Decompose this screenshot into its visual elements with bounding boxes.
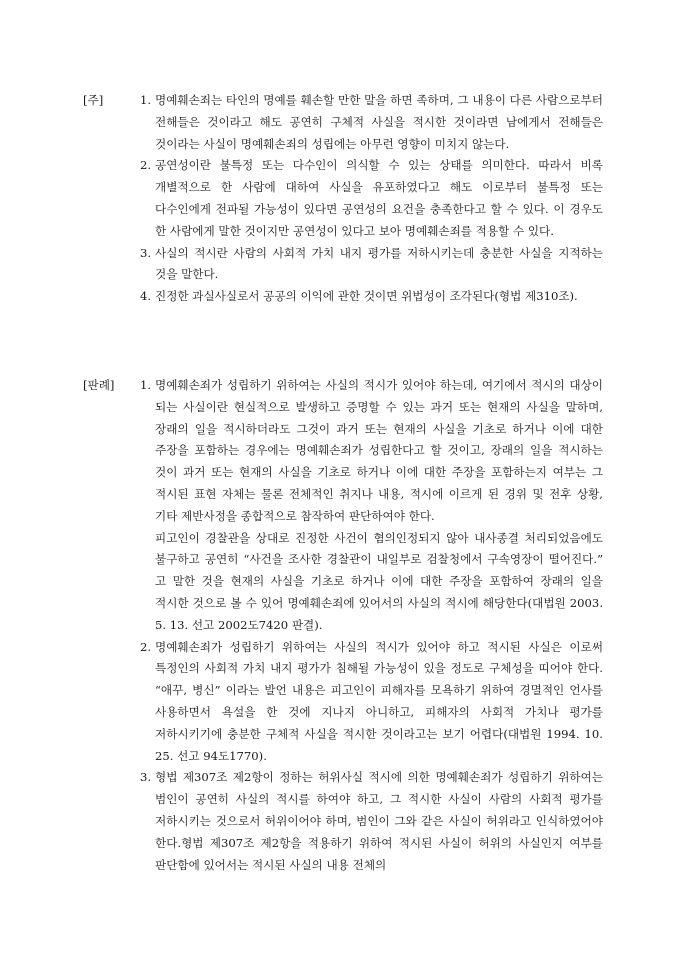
case-text <box>155 767 603 876</box>
cases-label: [판례] <box>83 378 115 392</box>
case-paragraph: 명예훼손죄가 성립하기 위하여는 사실의 적시가 있어야 하는데, 여기에서 적시의 대상이 되는 사실이란 현실적으로 발생하고 증명할 수 있는 과거 또는 현재의 사실을 말하며, 장래의 일을 적시하더라도 그것이 과거 또는 현재의 사실을 기초로 하거나 이에 대한 주장을 포함하는 경우에는 명예훼손죄가 성립한다고 할 것이고, 장래의 일을 적시하는 것이 과거 또는 현재의 사실을 기초로 하거나 이에 대한 주장을 포함하는지 여부는 그 적시된 표현 자체는 물론 전체적인 취지나 내용, 적시에 이르게 된 경위 및 전후 상황, 기타 제반사정을 종합적으로 참작하여 판단하여야 한다. <box>155 378 603 523</box>
note-text: 진정한 과실사실로서 공공의 이익에 관한 것이면 위법성이 조각된다(형법 제310조). <box>155 289 578 304</box>
notes-section <box>83 90 603 308</box>
notes-label: [주] <box>83 93 104 107</box>
case-number: 2. <box>139 639 151 654</box>
case-paragraph: 피고인이 경찰관을 상대로 진정한 사건이 혐의인정되지 않아 내사종결 처리되었음에도 불구하고 공연히 “사건을 조사한 경찰관이 내일부로 검찰청에서 구속영장이 떨어진다.” 고 말한 것을 현재의 사실을 기초로 하거나 이에 대한 주장을 포함하여 장래의 일을 적시한 것으로 볼 수 있어 명예훼손죄에 있어서의 사실의 적시에 해당한다(대법원 2003. 5. 13. 선고 2002도7420 판결). <box>155 530 603 632</box>
case-text <box>155 375 603 637</box>
note-item <box>83 155 603 242</box>
note-text: 명예훼손죄는 타인의 명예를 훼손할 만한 말을 하면 족하며, 그 내용이 다른 사람으로부터 전해들은 것이라고 해도 공연히 구체적 사실을 적시한 것이라면 남에게서 전해들은 것이라는 사실이 명예훼손죄의 성립에는 아무런 영향이 미치지 않는다. <box>155 93 603 151</box>
note-number: 4. <box>139 289 151 304</box>
note-number: 3. <box>139 245 151 260</box>
case-paragraph: 명예훼손죄가 성립하기 위하여는 사실의 적시가 있어야 하고 적시된 사실은 이로써 특정인의 사회적 가치 내지 평가가 침해될 가능성이 있을 정도로 구체성을 띠어야 한다. “애꾸, 병신” 이라는 발언 내용은 피고인이 피해자를 모욕하기 위하여 경멸적인 언사를 사용하면서 욕설을 한 것에 지나지 아니하고, 피해자의 사회적 가치나 평가를 저하시키기에 충분한 구체적 사실을 적시한 것이라고는 보기 어렵다(대법원 1994. 10. 25. 선고 94도1770). <box>155 639 603 763</box>
case-number: 3. <box>139 770 151 785</box>
case-item <box>83 637 603 768</box>
note-item <box>83 90 603 155</box>
cases-section <box>83 375 603 876</box>
note-number: 2. <box>139 158 151 173</box>
note-item <box>83 243 603 287</box>
case-item <box>83 767 603 876</box>
note-text: 사실의 적시란 사람의 사회적 가치 내지 평가를 저하시키는데 충분한 사실을 지적하는 것을 말한다. <box>155 245 603 282</box>
case-number: 1. <box>139 378 151 392</box>
note-item <box>83 286 603 308</box>
case-paragraph: 형법 제307조 제2항이 정하는 허위사실 적시에 의한 명예훼손죄가 성립하기 위하여는 범인이 공연히 사실의 적시를 하여야 하고, 그 적시한 사실이 사람의 사회적 평가를 저하시키는 것으로서 허위이어야 하며, 범인이 그와 같은 사실이 허위라고 인식하였어야 한다.형법 제307조 제2항을 적용하기 위하여 적시된 사실이 허위의 사실인지 여부를 판단함에 있어서는 적시된 사실의 내용 전체의 <box>155 770 603 872</box>
note-text: 공연성이란 불특정 또는 다수인이 의식할 수 있는 상태를 의미한다. 따라서 비록 개별적으로 한 사람에 대하여 사실을 유포하였다고 해도 이로부터 불특정 또는 다수인에게 전파될 가능성이 있다면 공연성의 요건을 충족한다고 할 수 있다. 이 경우도 한 사람에게 말한 것이지만 공연성이 있다고 보아 명예훼손죄를 적용할 수 있다. <box>155 158 603 238</box>
note-number: 1. <box>139 93 151 107</box>
case-item <box>83 375 603 637</box>
case-text <box>155 637 603 768</box>
